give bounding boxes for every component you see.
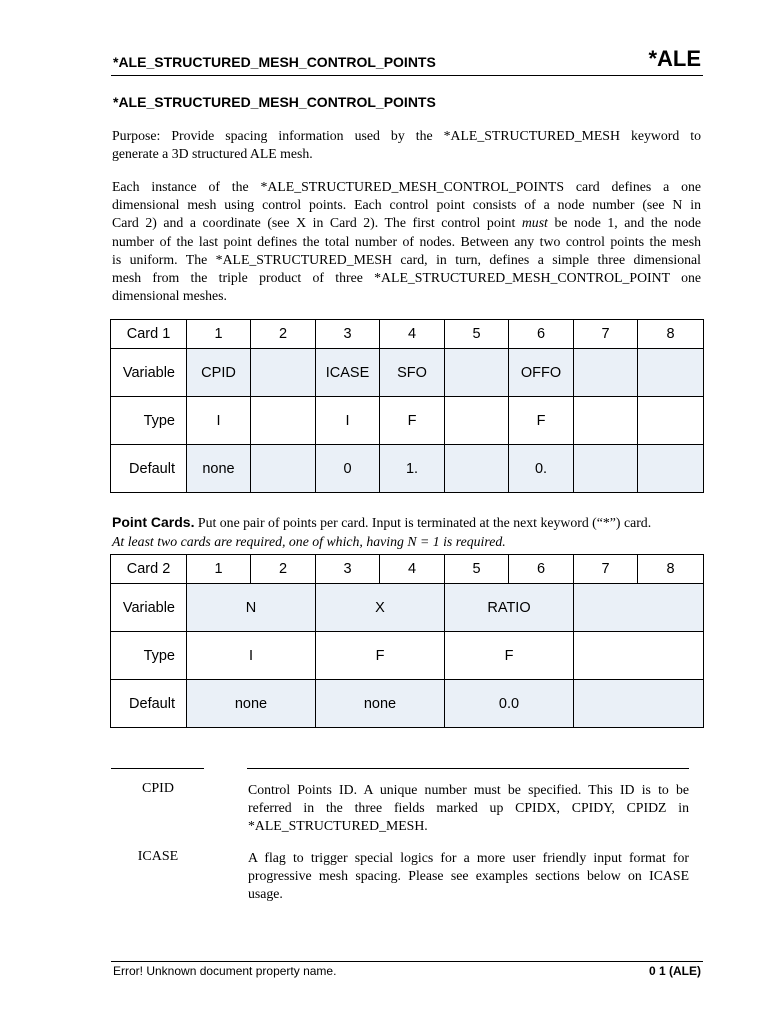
- description-line: usage.: [248, 886, 283, 902]
- card1-header-cell: 1: [187, 320, 251, 349]
- emphasis-must: must: [521, 215, 548, 231]
- header-keyword-title: *ALE_STRUCTURED_MESH_CONTROL_POINTS: [113, 54, 436, 70]
- card1-default-cell: 0: [316, 445, 380, 493]
- card2-header-cell: 3: [316, 555, 380, 584]
- variable-description-icase: [248, 849, 689, 904]
- point-cards-text: Put one pair of points per card. Input is terminated at the next keyword (“*”) card.: [194, 515, 652, 530]
- card1-default-cell: [445, 445, 509, 493]
- description-line: referred in the three fields marked up CPIDX, CPIDY, CPIDZ in: [248, 800, 689, 816]
- card1-type-cell: I: [187, 397, 251, 445]
- card2-row-label: Variable: [111, 584, 187, 632]
- variable-name-cpid: CPID: [142, 781, 174, 796]
- description-text: Card 2) and a coordinate (see X in Card 2). The first control point: [112, 215, 522, 231]
- card1-default-cell: [251, 445, 316, 493]
- card1-variable-cell: [638, 349, 704, 397]
- card1-header-cell: 5: [445, 320, 509, 349]
- point-cards-line: [112, 513, 701, 533]
- section-title: *ALE_STRUCTURED_MESH_CONTROL_POINTS: [113, 94, 436, 110]
- card2-header-cell: 4: [380, 555, 445, 584]
- card2-type-cell: F: [316, 632, 445, 680]
- card1-type-cell: [574, 397, 638, 445]
- card2-default-cell: 0.0: [445, 680, 574, 728]
- description-line: dimensional mesh using control points. Each control point consists of a node number (see N in: [112, 197, 701, 213]
- card2-header-cell: 2: [251, 555, 316, 584]
- card1-header-cell: 8: [638, 320, 704, 349]
- card1-variable-cell: [251, 349, 316, 397]
- card2-variable-cell: N: [187, 584, 316, 632]
- card2-type-row: [111, 632, 704, 680]
- card1-variable-cell: ICASE: [316, 349, 380, 397]
- card1-default-cell: 1.: [380, 445, 445, 493]
- description-line: progressive mesh spacing. Please see examples sections below on ICASE: [248, 868, 689, 884]
- card1-variable-cell: [574, 349, 638, 397]
- variable-description-cpid: [248, 781, 689, 836]
- card2-default-row: [111, 680, 704, 728]
- card1-header-cell: 2: [251, 320, 316, 349]
- description-line: A flag to trigger special logics for a more user friendly input format for: [248, 850, 689, 865]
- card1-row-label: Default: [111, 445, 187, 493]
- card2-type-cell: I: [187, 632, 316, 680]
- purpose-line: generate a 3D structured ALE mesh.: [112, 146, 313, 162]
- point-cards-italic-line: [112, 533, 701, 552]
- card2-table: [110, 554, 704, 728]
- card1-type-cell: [445, 397, 509, 445]
- card2-variable-cell: RATIO: [445, 584, 574, 632]
- card1-default-cell: 0.: [509, 445, 574, 493]
- footer-document-property: Error! Unknown document property name.: [113, 964, 337, 978]
- card1-header-cell: 7: [574, 320, 638, 349]
- card2-header-cell: 5: [445, 555, 509, 584]
- card2-default-cell: none: [316, 680, 445, 728]
- card2-header-cell: 1: [187, 555, 251, 584]
- card1-type-cell: I: [316, 397, 380, 445]
- page-footer: [111, 961, 703, 978]
- variable-name-icase: ICASE: [137, 849, 179, 864]
- card1-type-cell: F: [509, 397, 574, 445]
- purpose-paragraph: [112, 127, 701, 163]
- description-line: number of the last point defines the total number of nodes. Between any two control points the mesh: [112, 233, 701, 249]
- card2-header-cell: 6: [509, 555, 574, 584]
- description-column-rule: [247, 768, 689, 769]
- card2-type-cell: [574, 632, 704, 680]
- description-line: Control Points ID. A unique number must be specified. This ID is to be: [248, 782, 689, 797]
- card1-variable-row: [111, 349, 704, 397]
- card1-header-cell: Card 1: [111, 320, 187, 349]
- card2-variable-cell: X: [316, 584, 445, 632]
- point-cards-requirement: At least two cards are required, one of which, having N = 1 is required.: [112, 533, 506, 549]
- card2-row-label: Default: [111, 680, 187, 728]
- card2-row-label: Type: [111, 632, 187, 680]
- card1-variable-cell: CPID: [187, 349, 251, 397]
- card1-variable-cell: [445, 349, 509, 397]
- description-line: mesh from the triple product of three *ALE_STRUCTURED_MESH_CONTROL_POINT one: [112, 270, 701, 286]
- card1-default-cell: [638, 445, 704, 493]
- header-section-name: *ALE: [648, 46, 701, 71]
- footer-page-number: 0 1 (ALE): [648, 964, 701, 978]
- card1-header-row: [111, 320, 704, 349]
- description-line: dimensional meshes.: [112, 288, 227, 304]
- card1-default-cell: [574, 445, 638, 493]
- purpose-line: Purpose: Provide spacing information used by the *ALE_STRUCTURED_MESH keyword to: [112, 128, 701, 143]
- card2-variable-cell: [574, 584, 704, 632]
- card1-row-label: Type: [111, 397, 187, 445]
- page-header: [111, 44, 703, 76]
- description-line-composite: [112, 214, 701, 232]
- description-text: be node 1, and the node: [547, 215, 701, 231]
- card2-type-cell: F: [445, 632, 574, 680]
- card2-header-cell: 7: [574, 555, 638, 584]
- point-cards-label: Point Cards.: [112, 514, 195, 530]
- card1-type-cell: F: [380, 397, 445, 445]
- card1-variable-cell: OFFO: [509, 349, 574, 397]
- card2-default-cell: [574, 680, 704, 728]
- card1-type-row: [111, 397, 704, 445]
- card1-default-row: [111, 445, 704, 493]
- card1-header-cell: 4: [380, 320, 445, 349]
- description-paragraph: [112, 178, 701, 305]
- card2-header-cell: 8: [638, 555, 704, 584]
- card1-type-cell: [638, 397, 704, 445]
- card1-table: [110, 319, 704, 493]
- card2-header-cell: Card 2: [111, 555, 187, 584]
- card1-default-cell: none: [187, 445, 251, 493]
- description-line: *ALE_STRUCTURED_MESH.: [248, 818, 428, 834]
- description-line: Each instance of the *ALE_STRUCTURED_MESH_CONTROL_POINTS card defines a one: [112, 179, 701, 194]
- card2-header-row: [111, 555, 704, 584]
- variable-column-rule: [111, 768, 204, 769]
- card1-row-label: Variable: [111, 349, 187, 397]
- card1-variable-cell: SFO: [380, 349, 445, 397]
- card1-header-cell: 6: [509, 320, 574, 349]
- description-line: is uniform. The *ALE_STRUCTURED_MESH card, in turn, defines a simple three dimensional: [112, 251, 701, 267]
- card2-default-cell: none: [187, 680, 316, 728]
- card2-variable-row: [111, 584, 704, 632]
- card1-type-cell: [251, 397, 316, 445]
- card1-header-cell: 3: [316, 320, 380, 349]
- point-cards-note: [112, 513, 701, 551]
